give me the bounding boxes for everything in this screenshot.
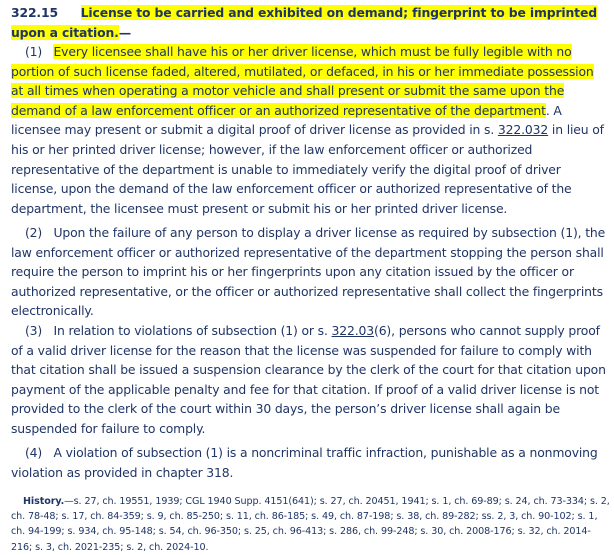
section-heading-dash: — [118,24,131,40]
subsection-2 [11,223,607,321]
subsection-3-text-a: In relation to violations of subsection (1) or s. [53,323,332,338]
subsection-1-highlight-rest: no portion of such license faded, altered, mutilated, or defaced, in his or her immediate possession at all times when operating a motor vehicle and shall present or submit the same upon the demand of a law enforcement officer or an authorized representative of the department [11,44,594,118]
subsection-4-text: A violation of subsection (1) is a noncriminal traffic infraction, punishable as a nonmoving violation as provided in chapter 318. [11,445,598,480]
subsection-4-label: (4) [25,445,43,460]
subsection-3 [11,321,607,439]
section-number: 322.15 [11,5,58,20]
history-text: —s. 27, ch. 19551, 1939; CGL 1940 Supp. 4151(641); s. 27, ch. 20451, 1941; s. 1, ch. 69-89; s. 24, ch. 73-334; s. 2, ch. 78-48; s. 17, ch. 84-359; s. 9, ch. 85-250; s. 11, ch. 86-185; s. 49, ch. 87-198; s. 38, ch. 89-282; ss. 2, 3, ch. 90-102; s. 1, ch. 94-199; s. 934, ch. 95-148; s. 54, ch. 96-350; s. 25, ch. 96-413; s. 286, ch. 99-248; s. 30, ch. 2008-176; s. 32, ch. 2014-216; s. 3, ch. 2021-235; s. 2, ch. 2024-10. [11,495,610,553]
subsection-1-label: (1) [25,44,43,59]
subsection-1-highlight-start: Every licensee shall have his or her driver license, which must be fully legible with [53,44,553,59]
statute-link-322-032[interactable]: 322.032 [497,122,549,138]
subsection-1-text-c: in lieu of his or her printed driver license; however, if the law enforcement officer or authorized representative of the department is unable to immediately verify the digital proof of driver license, upon the demand of the law enforcement officer or authorized representative of the department, the licensee must present or submit his or her printed driver license. [11,122,604,216]
section-heading [11,5,597,40]
subsection-1 [11,42,607,218]
section-heading-text: License to be carried and exhibited on demand; fingerprint to be imprinted upon a citation. [11,5,597,40]
section-heading-paragraph [11,3,607,42]
subsection-1-text-b: . A licensee may present or submit a digital proof of driver license as provided in s. [11,102,562,138]
subsection-2-text: Upon the failure of any person to display a driver license as required by subsection (1), the law enforcement officer or authorized representative of the department stopping the person shall require the person to imprint his or her fingerprints upon any citation issued by the officer or authorized representative, or the officer or authorized representative shall collect the fingerprints electronically. [11,225,606,319]
history-label: History. [23,495,65,507]
subsection-3-text-b: (6), persons who cannot supply proof of a valid driver license for the reason that the license was suspended for failure to comply with that citation shall be issued a suspension clearance by the clerk of the court for that citation upon payment of the applicable penalty and fee for that citation. If proof of a valid driver license is not provided to the clerk of the court within 30 days, the person’s driver license shall again be suspended for failure to comply. [11,323,606,436]
subsection-3-label: (3) [25,323,43,338]
statute-link-322-03[interactable]: 322.03 [331,323,375,338]
subsection-4 [11,443,607,482]
subsection-2-label: (2) [25,225,43,240]
history-note [11,494,611,555]
